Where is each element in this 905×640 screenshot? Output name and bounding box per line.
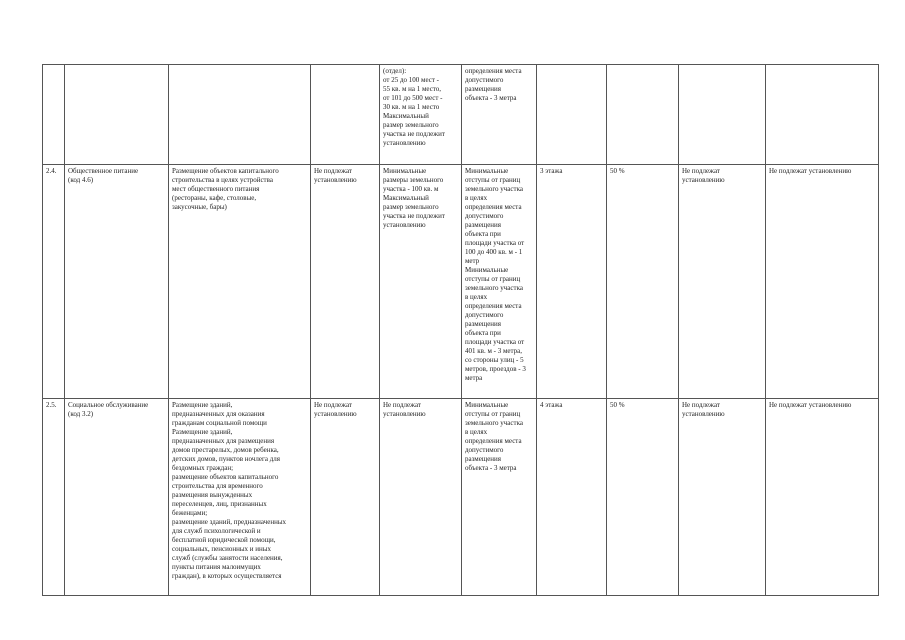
cell-col-9: Не подлежат установлению	[679, 165, 766, 399]
cell-col-10	[766, 65, 879, 165]
max-floors-cell	[537, 65, 607, 165]
coverage-percent-cell: 50 %	[607, 165, 679, 399]
row-number-cell	[43, 65, 65, 165]
max-floors-cell: 3 этажа	[537, 165, 607, 399]
max-floors-cell: 4 этажа	[537, 399, 607, 596]
use-description-cell	[169, 65, 311, 165]
use-type-cell: Общественное питание (код 4.6)	[65, 165, 169, 399]
cell-col-4	[311, 65, 380, 165]
setback-cell: определения места допустимого размещения объекта - 3 метра	[462, 65, 537, 165]
use-type-cell	[65, 65, 169, 165]
lot-size-cell: Минимальные размеры земельного участка - 100 кв. м Максимальный размер земельного участка не подлежит установлению	[380, 165, 462, 399]
use-description-cell: Размещение зданий, предназначенных для оказания гражданам социальной помощи Размещение зданий, предназначенных для размещения домов престарелых, домов ребенка, детских домов, пунктов ночлега для бездомных граждан; размещение объектов капитального строительства для временного размещения вынужденных переселенцев, лиц, признанных беженцами; размещение зданий, предназначенных для служб психологической и бесплатной юридической помощи, социальных, пенсионных и иных служб (службы занятости населения, пункты питания малоимущих граждан), в которых осуществляется	[169, 399, 311, 596]
row-number-cell: 2.4.	[43, 165, 65, 399]
cell-col-10: Не подлежат установлению	[766, 399, 879, 596]
cell-col-4: Не подлежат установлению	[311, 165, 380, 399]
coverage-percent-cell: 50 %	[607, 399, 679, 596]
table-row	[43, 399, 879, 596]
lot-size-cell: (отдел): от 25 до 100 мест - 55 кв. м на 1 место, от 101 до 500 мест - 30 кв. м на 1 место Максимальный размер земельного участка не подлежит установлению	[380, 65, 462, 165]
cell-col-10: Не подлежат установлению	[766, 165, 879, 399]
table-row	[43, 65, 879, 165]
row-number-cell: 2.5.	[43, 399, 65, 596]
cell-col-9: Не подлежат установлению	[679, 399, 766, 596]
setback-cell: Минимальные отступы от границ земельного участка в целях определения места допустимого размещения объекта - 3 метра	[462, 399, 537, 596]
coverage-percent-cell	[607, 65, 679, 165]
use-type-cell: Социальное обслуживание (код 3.2)	[65, 399, 169, 596]
cell-col-9	[679, 65, 766, 165]
table-row	[43, 165, 879, 399]
lot-size-cell: Не подлежат установлению	[380, 399, 462, 596]
use-description-cell: Размещение объектов капитального строительства в целях устройства мест общественного питания (рестораны, кафе, столовые, закусочные, бары)	[169, 165, 311, 399]
zoning-regulations-table	[42, 64, 879, 596]
cell-col-4: Не подлежат установлению	[311, 399, 380, 596]
setback-cell: Минимальные отступы от границ земельного участка в целях определения места допустимого размещения объекта при площади участка от 100 до 400 кв. м - 1 метр Минимальные отступы от границ земельного участка в целях определения места допустимого размещения объекта при площади участка от 401 кв. м - 3 метра, со стороны улиц - 5 метров, проездов - 3 метра	[462, 165, 537, 399]
